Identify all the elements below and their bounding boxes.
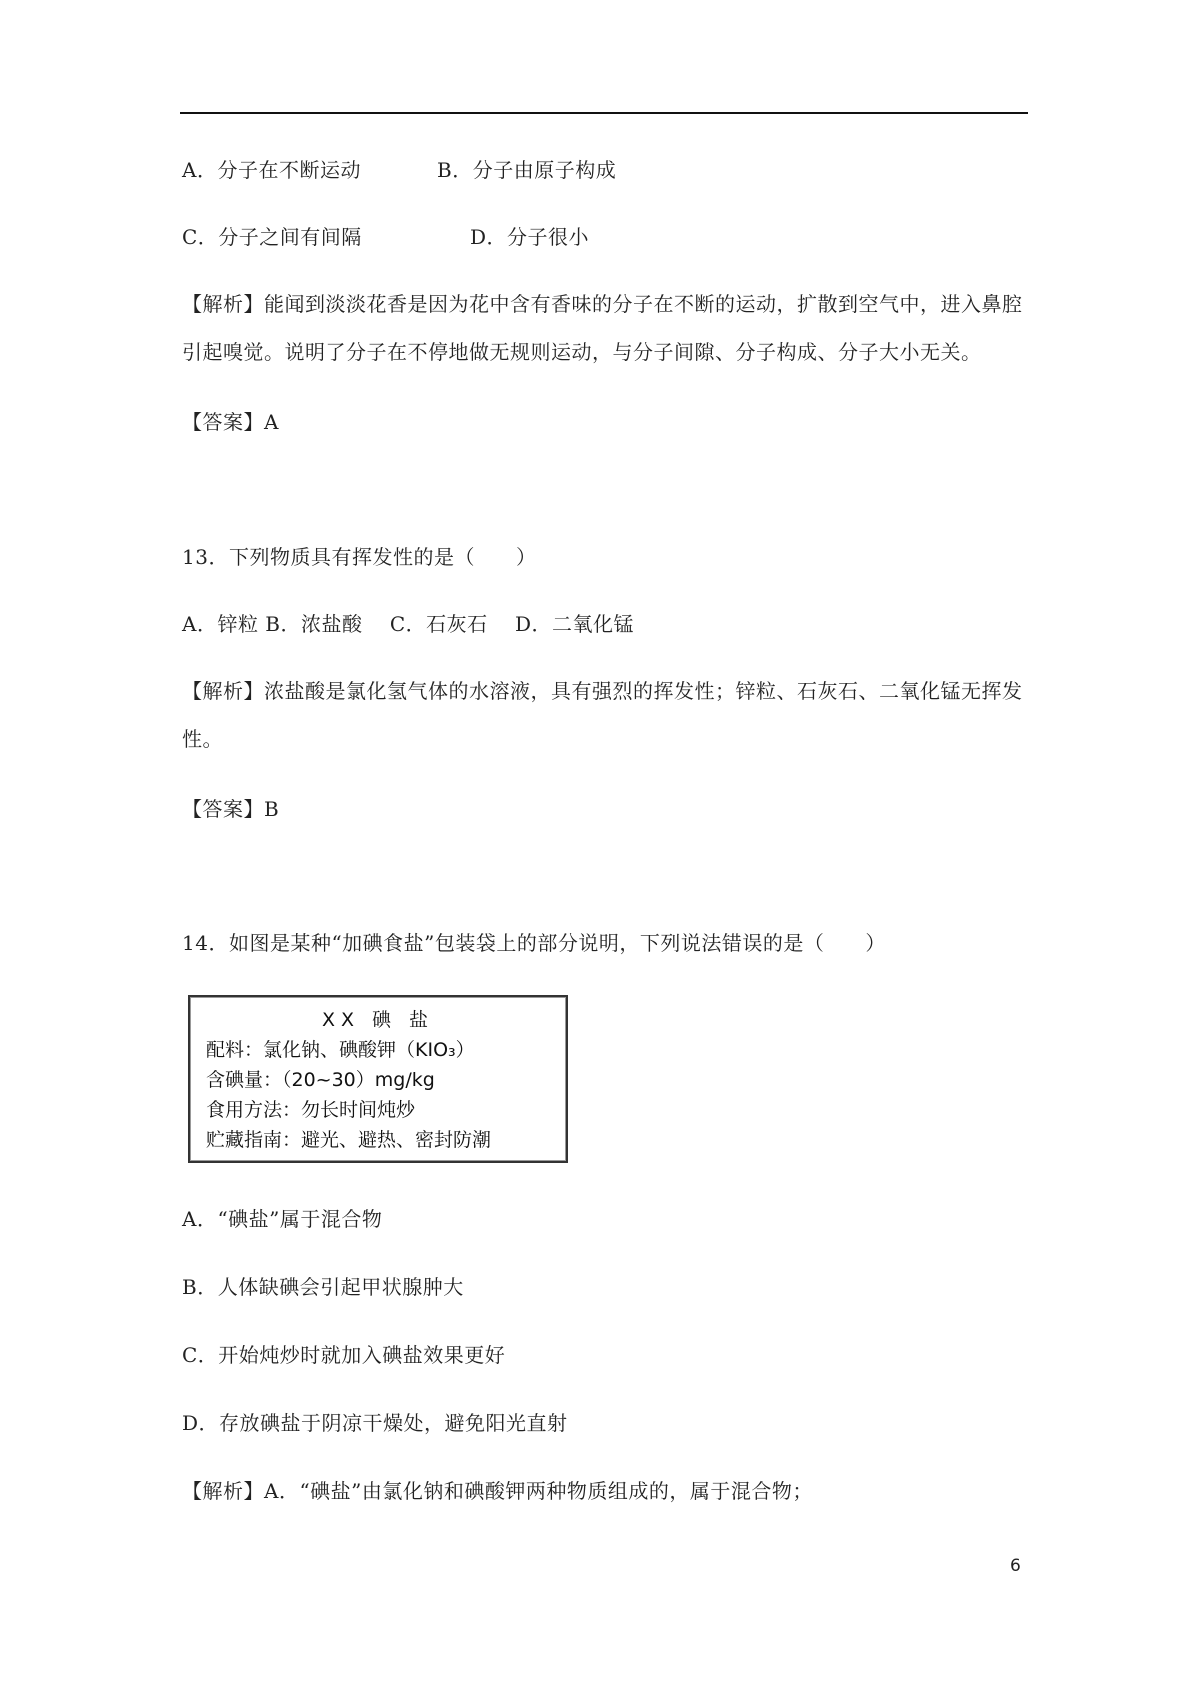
q14-option-d: D．存放碘盐于阴凉干燥处，避免阳光直射 xyxy=(182,1411,568,1435)
label-storage: 贮藏指南：避光、避热、密封防潮 xyxy=(206,1129,492,1151)
iodized-salt-label xyxy=(188,995,568,1163)
q12-option-a: A．分子在不断运动 xyxy=(182,158,361,182)
page-number: 6 xyxy=(1010,1556,1021,1576)
label-ingredients: 配料：氯化钠、碘酸钾（KIO₃） xyxy=(206,1039,475,1061)
q12-option-c: C．分子之间有间隔 xyxy=(182,225,362,249)
label-iodine-content: 含碘量：（20~30）mg/kg xyxy=(206,1069,435,1091)
q14-question: 14．如图是某种“加碘食盐”包装袋上的部分说明，下列说法错误的是（ ） xyxy=(182,931,886,955)
q13-analysis: 【解析】浓盐酸是氯化氢气体的水溶液，具有强烈的挥发性；锌粒、石灰石、二氧化锰无挥发性。 xyxy=(182,679,1023,751)
q12-option-d: D．分子很小 xyxy=(470,225,590,249)
q13-options: A．锌粒 B．浓盐酸 C．石灰石 D．二氧化锰 xyxy=(182,612,635,636)
q14-option-a: A．“碘盐”属于混合物 xyxy=(182,1207,383,1231)
q14-analysis: 【解析】A．“碘盐”由氯化钠和碘酸钾两种物质组成的，属于混合物； xyxy=(182,1479,813,1503)
q14-option-b: B．人体缺碘会引起甲状腺肿大 xyxy=(182,1275,464,1299)
q12-option-b: B．分子由原子构成 xyxy=(437,158,617,182)
q12-analysis: 【解析】能闻到淡淡花香是因为花中含有香味的分子在不断的运动，扩散到空气中，进入鼻腔引起嗅觉。说明了分子在不停地做无规则运动，与分子间隙、分子构成、分子大小无关。 xyxy=(182,292,1023,364)
q14-option-c: C．开始炖炒时就加入碘盐效果更好 xyxy=(182,1343,506,1367)
q13-answer: 【答案】B xyxy=(182,797,280,821)
label-title: XX 碘 盐 xyxy=(321,1009,435,1031)
q12-answer: 【答案】A xyxy=(182,410,279,434)
label-usage: 食用方法：勿长时间炖炒 xyxy=(206,1099,416,1121)
header-rule xyxy=(180,112,1028,114)
q13-question: 13．下列物质具有挥发性的是（ ） xyxy=(182,545,537,569)
